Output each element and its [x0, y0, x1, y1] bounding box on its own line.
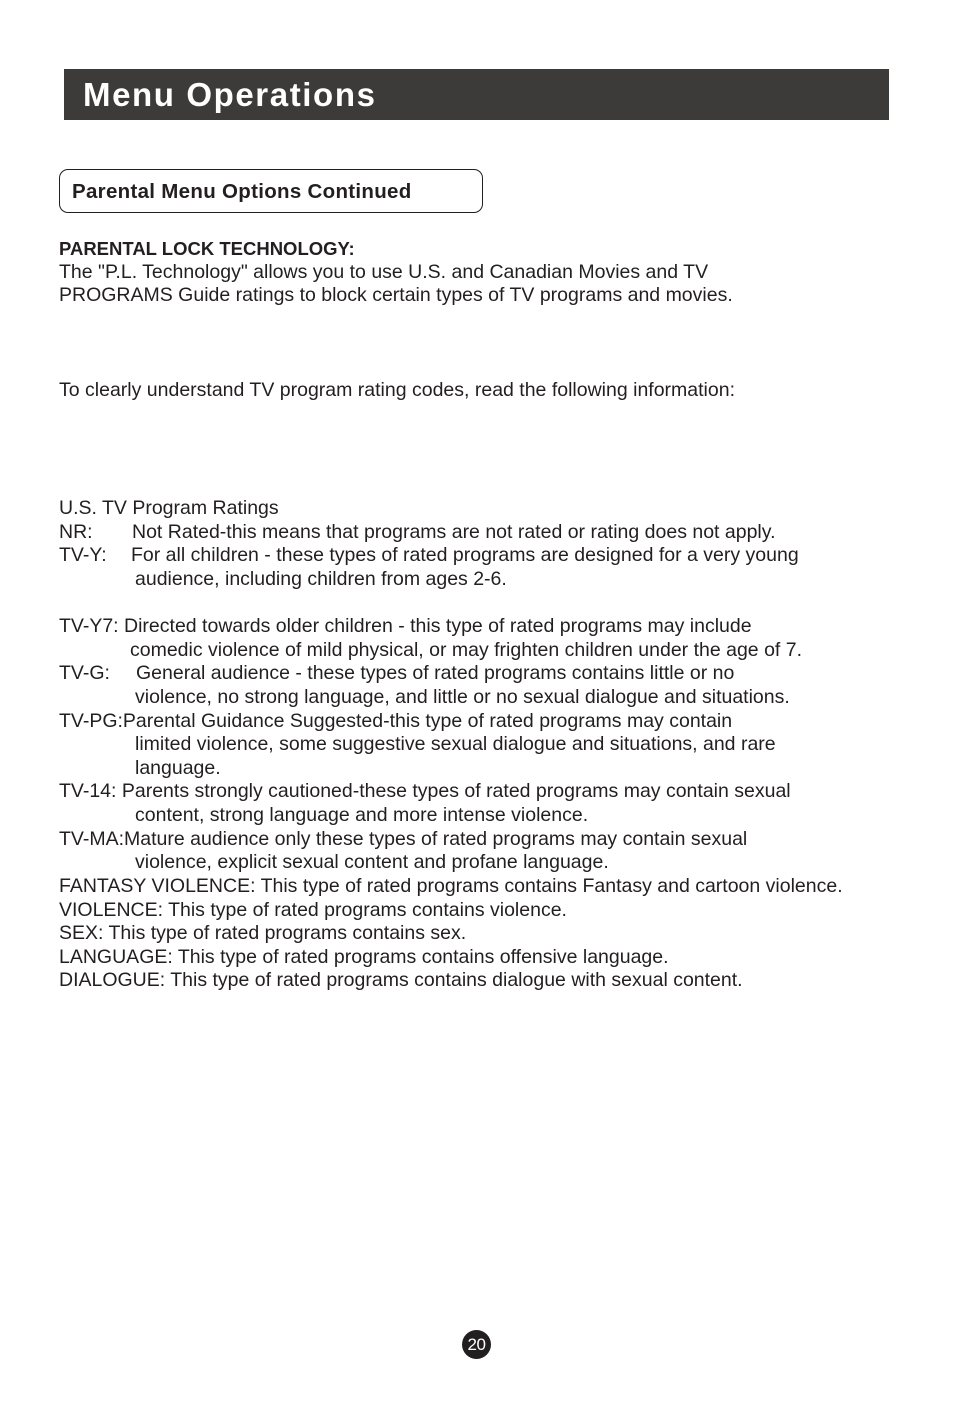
content-dialogue: DIALOGUE: This type of rated programs contains dialogue with sexual content.: [59, 969, 743, 991]
content-language: LANGUAGE: This type of rated programs contains offensive language.: [59, 946, 669, 968]
rating-text-tvg-1: General audience - these types of rated programs contains little or no: [136, 662, 735, 684]
intro-line-2: PROGRAMS Guide ratings to block certain types of TV programs and movies.: [59, 284, 733, 306]
header-bar: [64, 69, 889, 120]
rating-text-tvy7-2: comedic violence of mild physical, or may frighten children under the age of 7.: [130, 639, 803, 661]
intro-line-1: The "P.L. Technology" allows you to use U.S. and Canadian Movies and TV: [59, 261, 709, 283]
rating-text-tvy-1: For all children - these types of rated programs are designed for a very young: [131, 544, 799, 566]
rating-code-nr: NR:: [59, 521, 93, 543]
rating-text-tvma-2: violence, explicit sexual content and profane language.: [135, 851, 609, 873]
section-title: Parental Menu Options Continued: [72, 180, 412, 203]
rating-line-tvy7-1: TV-Y7: Directed towards older children - this type of rated programs may include: [59, 615, 752, 637]
section-heading-box: [59, 169, 483, 213]
page-title: Menu Operations: [83, 76, 377, 113]
rating-line-tvma-1: TV-MA:Mature audience only these types of rated programs may contain sexual: [59, 828, 748, 850]
rating-code-tvy: TV-Y:: [59, 544, 107, 566]
rating-text-tvpg-3: language.: [135, 757, 221, 779]
rating-text-tv14-2: content, strong language and more intense violence.: [135, 804, 589, 826]
rating-text-tvg-2: violence, no strong language, and little or no sexual dialogue and situations.: [135, 686, 790, 708]
content-violence: VIOLENCE: This type of rated programs contains violence.: [59, 899, 567, 921]
rating-text-nr: Not Rated-this means that programs are not rated or rating does not apply.: [132, 521, 776, 543]
content-sex: SEX: This type of rated programs contains sex.: [59, 922, 467, 944]
rating-line-tvpg-1: TV-PG:Parental Guidance Suggested-this type of rated programs may contain: [59, 710, 733, 732]
parental-lock-heading: PARENTAL LOCK TECHNOLOGY:: [59, 238, 355, 259]
rating-code-tvg: TV-G:: [59, 662, 110, 684]
content-fantasy-violence: FANTASY VIOLENCE: This type of rated programs contains Fantasy and cartoon violence.: [59, 875, 843, 897]
rating-text-tvy-2: audience, including children from ages 2-6.: [135, 568, 507, 590]
page-number: 20: [462, 1330, 491, 1359]
rating-line-tv14-1: TV-14: Parents strongly cautioned-these types of rated programs may contain sexual: [59, 780, 791, 802]
rating-text-tvpg-2: limited violence, some suggestive sexual dialogue and situations, and rare: [135, 733, 776, 755]
understand-text: To clearly understand TV program rating codes, read the following information:: [59, 379, 735, 401]
ratings-heading: U.S. TV Program Ratings: [59, 497, 279, 519]
